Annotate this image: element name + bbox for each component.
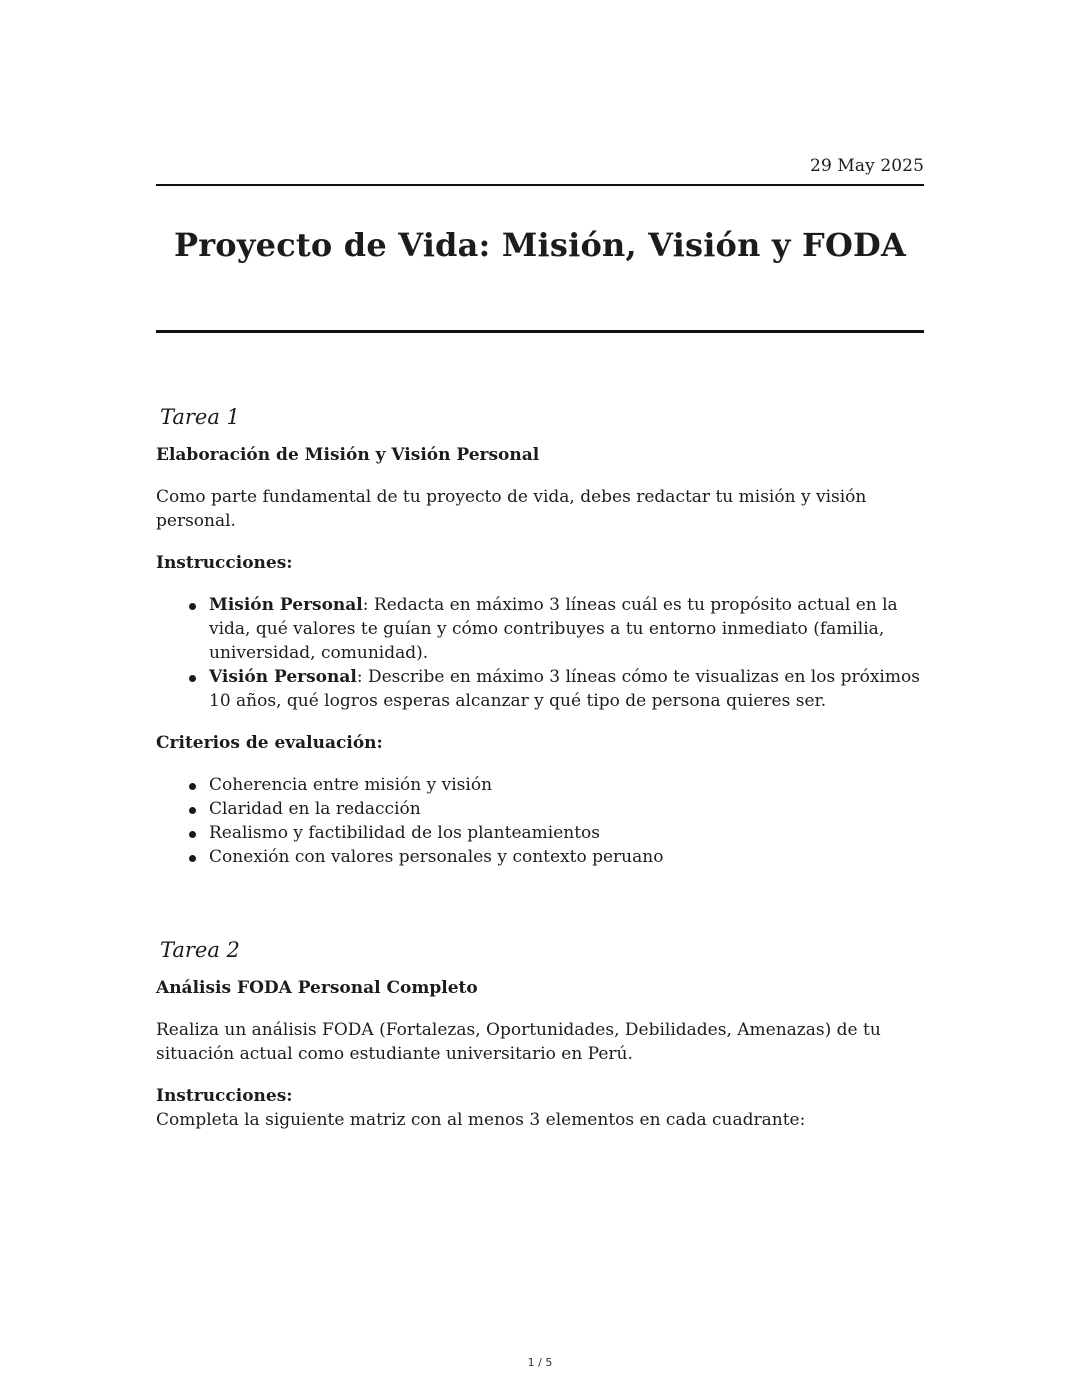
title-divider bbox=[156, 330, 924, 333]
task-2-instructions-text: Completa la siguiente matriz con al menos 3 elementos en cada cuadrante: bbox=[156, 1110, 806, 1130]
task-2-intro: Realiza un análisis FODA (Fortalezas, Oportunidades, Debilidades, Amenazas) de tu situación actual como estudiante universitario en Perú. bbox=[156, 1020, 881, 1064]
task-1-label: Tarea 1 bbox=[160, 405, 240, 429]
instruction-term: Visión Personal bbox=[209, 667, 357, 687]
instruction-text: : Describe en máximo 3 líneas cómo te visualizas en los próximos 10 años, qué logros esperas alcanzar y qué tipo de persona quieres ser. bbox=[209, 667, 920, 711]
list-item: Conexión con valores personales y contexto peruano bbox=[156, 845, 924, 869]
page-title: Proyecto de Vida: Misión, Visión y FODA bbox=[173, 226, 907, 264]
task-2-section bbox=[156, 936, 924, 1132]
task-2-label: Tarea 2 bbox=[160, 938, 240, 962]
instruction-term: Misión Personal bbox=[209, 595, 363, 615]
page-indicator: 1 / 5 bbox=[527, 1356, 553, 1369]
list-item: Claridad en la redacción bbox=[156, 797, 924, 821]
task-2-instructions-label: Instrucciones: bbox=[156, 1086, 293, 1106]
list-item bbox=[156, 665, 924, 713]
instruction-text: : Redacta en máximo 3 líneas cuál es tu propósito actual en la vida, qué valores te guían y cómo contribuyes a tu entorno inmediato (familia, universidad, comunidad). bbox=[209, 595, 898, 663]
task-1-intro: Como parte fundamental de tu proyecto de vida, debes redactar tu misión y visión personal. bbox=[156, 487, 867, 531]
list-item bbox=[156, 593, 924, 665]
task-1-instructions-list bbox=[156, 593, 924, 713]
task-1-heading: Elaboración de Misión y Visión Personal bbox=[156, 445, 540, 465]
list-item: Coherencia entre misión y visión bbox=[156, 773, 924, 797]
document-date: 29 May 2025 bbox=[810, 156, 924, 176]
task-1-section bbox=[156, 403, 924, 869]
list-item: Realismo y factibilidad de los planteamientos bbox=[156, 821, 924, 845]
task-1-criteria-label: Criterios de evaluación: bbox=[156, 733, 383, 753]
task-1-criteria-list bbox=[156, 773, 924, 869]
task-1-instructions-label: Instrucciones: bbox=[156, 553, 293, 573]
task-2-heading: Análisis FODA Personal Completo bbox=[156, 978, 478, 998]
header-divider bbox=[156, 184, 924, 186]
